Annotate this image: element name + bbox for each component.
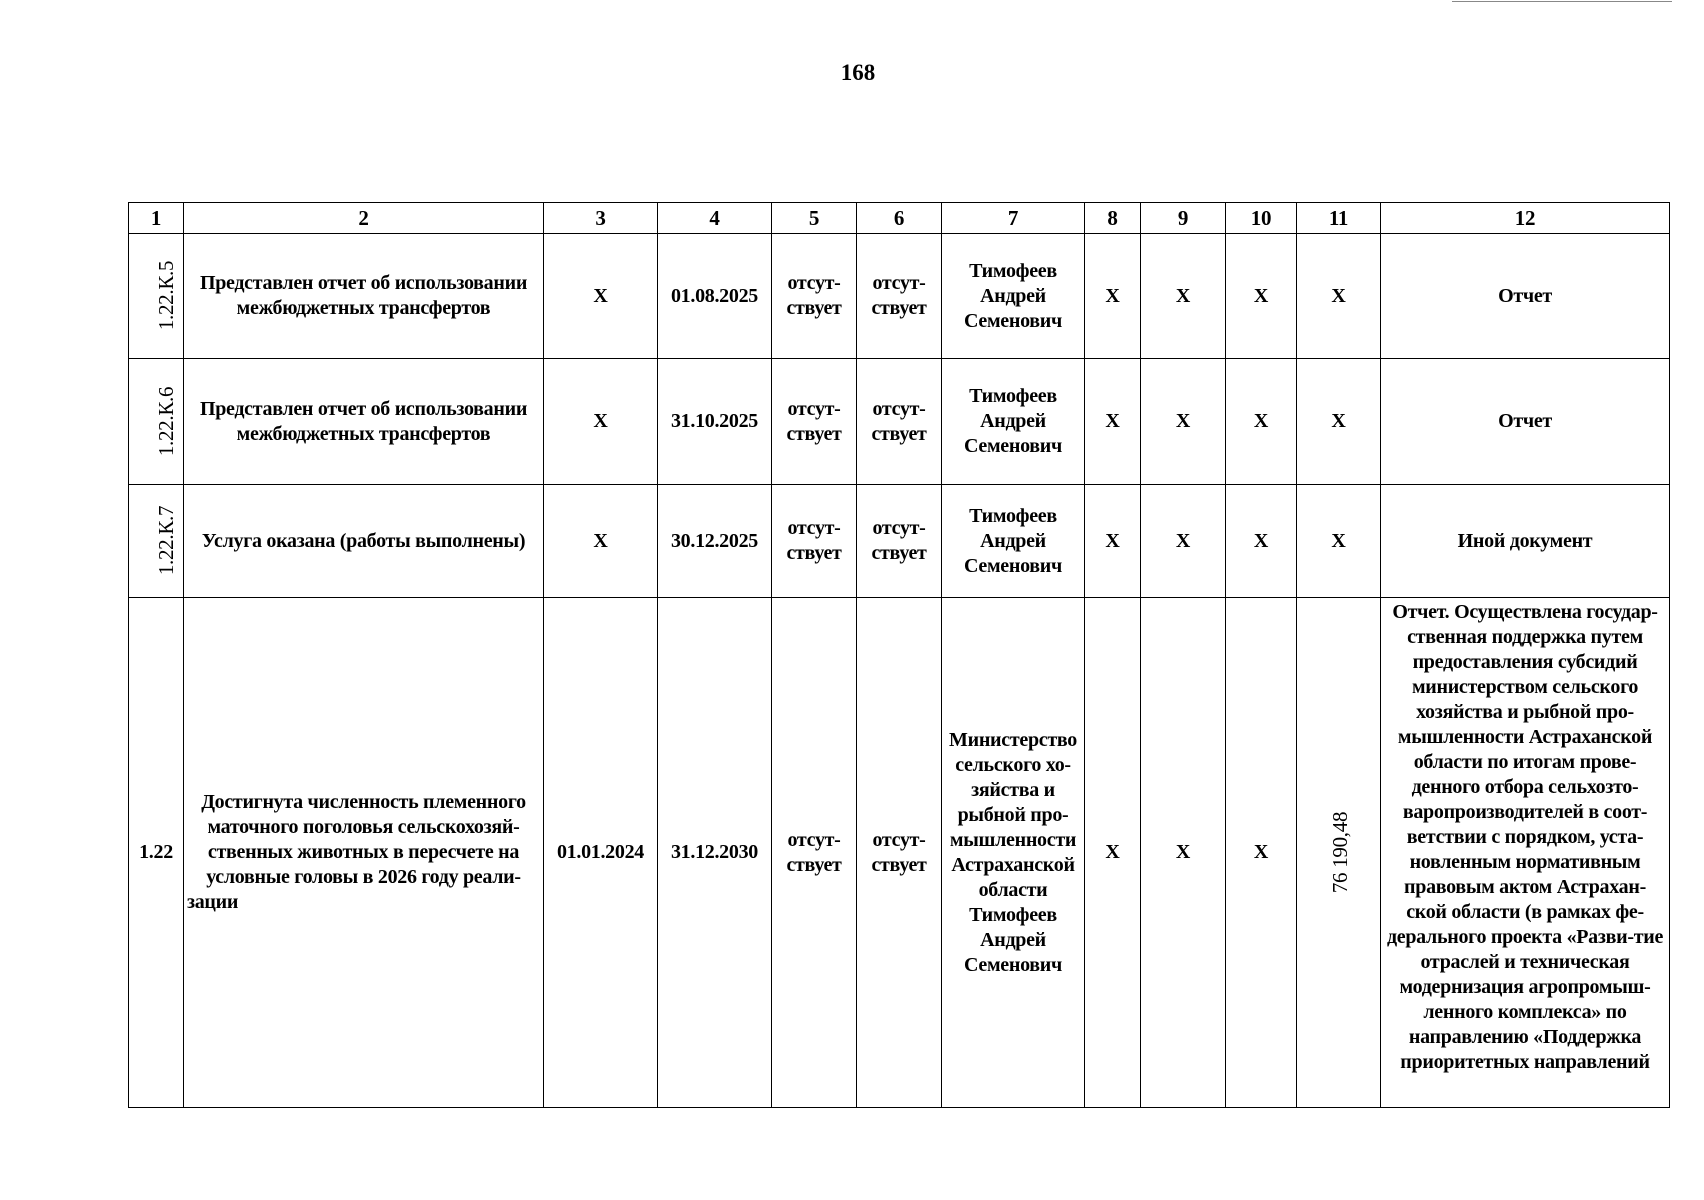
cell-col10: X bbox=[1226, 359, 1297, 485]
header-cell: 12 bbox=[1381, 203, 1670, 234]
row-code-cell: 1.22 bbox=[129, 598, 184, 1108]
description-cell: Представлен отчет об использовании межбюджетных трансфертов bbox=[184, 359, 544, 485]
amount-value: 76 190,48 bbox=[1328, 811, 1353, 893]
top-edge-rule bbox=[1452, 1, 1672, 2]
cell-col3: X bbox=[544, 359, 658, 485]
result-cell: Иной документ bbox=[1381, 485, 1670, 598]
page-number: 168 bbox=[840, 60, 876, 85]
table-row bbox=[129, 598, 1670, 1108]
responsible-cell: Тимофеев Андрей Семенович bbox=[942, 485, 1085, 598]
status-cell: отсут-ствует bbox=[857, 359, 942, 485]
row-code-cell bbox=[129, 359, 184, 485]
result-cell: Отчет. Осуществлена государ-ственная поддержка путем предоставления субсидий министерством сельского хозяйства и рыбной про-мышленности Астраханской области по итогам прове-денного отбора сельхозто-варопроизводителей в соот-ветствии с порядком, уста-новленным нормативным правовым актом Астрахан-ской области (в рамках фе-дерального проекта «Разви-тие отраслей и техническая модернизация агропромыш-ленного комплекса» по направлению «Поддержка приоритетных направлений bbox=[1381, 598, 1670, 1108]
header-cell: 11 bbox=[1297, 203, 1381, 234]
description-cell: Услуга оказана (работы выполнены) bbox=[184, 485, 544, 598]
header-cell: 5 bbox=[772, 203, 857, 234]
cell-col10: X bbox=[1226, 485, 1297, 598]
header-cell: 4 bbox=[658, 203, 772, 234]
amount-cell bbox=[1297, 598, 1381, 1108]
header-cell: 1 bbox=[129, 203, 184, 234]
date-cell: 31.12.2030 bbox=[658, 598, 772, 1108]
header-row bbox=[129, 203, 1670, 234]
date-cell: 31.10.2025 bbox=[658, 359, 772, 485]
responsible-cell: Тимофеев Андрей Семенович bbox=[942, 359, 1085, 485]
status-cell: отсут-ствует bbox=[857, 485, 942, 598]
status-cell: отсут-ствует bbox=[772, 485, 857, 598]
result-cell: Отчет bbox=[1381, 234, 1670, 359]
responsible-cell: Министерство сельского хо-зяйства и рыбной про-мышленности Астраханской области Тимофеев Андрей Семенович bbox=[942, 598, 1085, 1108]
header-cell: 2 bbox=[184, 203, 544, 234]
cell-col3: X bbox=[544, 485, 658, 598]
responsible-cell: Тимофеев Андрей Семенович bbox=[942, 234, 1085, 359]
cell-col9: X bbox=[1141, 359, 1226, 485]
cell-col9: X bbox=[1141, 598, 1226, 1108]
row-code: 1.22.К.6 bbox=[154, 386, 179, 456]
description-cell: Достигнута численность племенного маточного поголовья сельскохозяй-ственных животных в пересчете на условные головы в 2026 году реали-зации bbox=[184, 598, 544, 1108]
header-cell: 6 bbox=[857, 203, 942, 234]
cell-col8: X bbox=[1085, 598, 1141, 1108]
header-cell: 9 bbox=[1141, 203, 1226, 234]
data-table bbox=[128, 202, 1670, 1108]
header-cell: 8 bbox=[1085, 203, 1141, 234]
result-cell: Отчет bbox=[1381, 359, 1670, 485]
table-row bbox=[129, 234, 1670, 359]
cell-col8: X bbox=[1085, 359, 1141, 485]
date-cell: 01.08.2025 bbox=[658, 234, 772, 359]
cell-col8: X bbox=[1085, 485, 1141, 598]
cell-col11: X bbox=[1297, 359, 1381, 485]
cell-col9: X bbox=[1141, 485, 1226, 598]
row-code-cell bbox=[129, 485, 184, 598]
row-code: 1.22.К.5 bbox=[154, 260, 179, 331]
header-cell: 7 bbox=[942, 203, 1085, 234]
table-row bbox=[129, 485, 1670, 598]
cell-col10: X bbox=[1226, 598, 1297, 1108]
status-cell: отсут-ствует bbox=[772, 598, 857, 1108]
cell-col10: X bbox=[1226, 234, 1297, 359]
status-cell: отсут-ствует bbox=[772, 234, 857, 359]
header-cell: 3 bbox=[544, 203, 658, 234]
cell-col11: X bbox=[1297, 234, 1381, 359]
status-cell: отсут-ствует bbox=[857, 598, 942, 1108]
cell-col9: X bbox=[1141, 234, 1226, 359]
table-row bbox=[129, 359, 1670, 485]
date-cell: 30.12.2025 bbox=[658, 485, 772, 598]
row-code: 1.22.К.7 bbox=[154, 505, 179, 576]
cell-col3: X bbox=[544, 234, 658, 359]
status-cell: отсут-ствует bbox=[772, 359, 857, 485]
header-cell: 10 bbox=[1226, 203, 1297, 234]
row-code-cell bbox=[129, 234, 184, 359]
cell-col8: X bbox=[1085, 234, 1141, 359]
description-cell: Представлен отчет об использовании межбюджетных трансфертов bbox=[184, 234, 544, 359]
status-cell: отсут-ствует bbox=[857, 234, 942, 359]
date-cell: 01.01.2024 bbox=[544, 598, 658, 1108]
cell-col11: X bbox=[1297, 485, 1381, 598]
